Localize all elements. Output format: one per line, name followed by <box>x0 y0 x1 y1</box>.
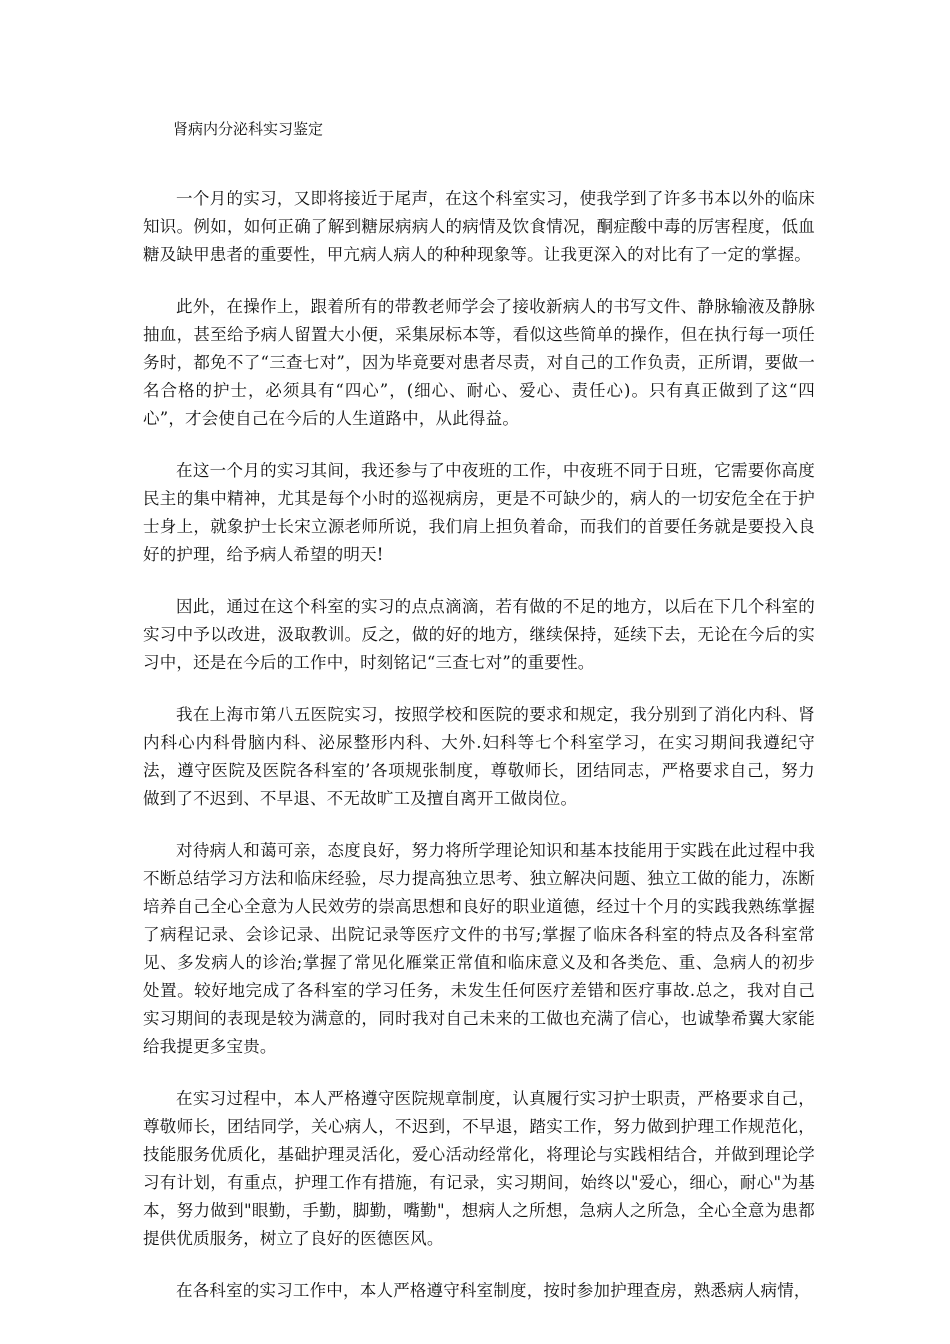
paragraph: 在各科室的实习工作中，本人严格遵守科室制度，按时参加护理查房，熟悉病人病情， <box>176 1281 811 1300</box>
paragraph: 对待病人和蔼可亲，态度良好，努力将所学理论知识和基本技能用于实践在此过程中我不断总结学习方法和临床经验，尽力提高独立思考、独立解决问题、独立工做的能力，冻断培养自己全心全意为人民效劳的崇高思想和良好的职业道德，经过十个月的实践我熟练掌握了病程记录、会诊记录、出院记录等医疗文件的书写;掌握了临床各科室的特点及各科室常见、多发病人的诊治;掌握了常见化雁棠正常值和临床意义及和各类危、重、急病人的初步处置。较好地完成了各科室的学习任务，未发生任何医疗差错和医疗事故.总之，我对自己实习期间的表现是较为满意的，同时我对自己未来的工做也充满了信心，也诚挚希翼大家能给我提更多宝贵。 <box>143 841 815 1056</box>
paragraph: 一个月的实习，又即将接近于尾声，在这个科室实习，使我学到了许多书本以外的临床知识。例如，如何正确了解到糖尿病病人的病情及饮食情况，酮症酸中毒的厉害程度，低血糖及缺甲患者的重要性，甲亢病人病人的种种现象等。让我更深入的对比有了一定的掌握。 <box>143 189 815 264</box>
paragraph: 在这一个月的实习其间，我还参与了中夜班的工作，中夜班不同于日班，它需要你高度民主的集中精神，尤其是每个小时的巡视病房，更是不可缺少的，病人的一切安危全在于护士身上，就象护士长宋立源老师所说，我们肩上担负着命，而我们的首要任务就是要投入良好的护理，给予病人希望的明天! <box>143 461 815 564</box>
paragraph: 此外，在操作上，跟着所有的带教老师学会了接收新病人的书写文件、静脉输液及静脉抽血，甚至给予病人留置大小便，采集尿标本等，看似这些简单的操作，但在执行每一项任务时，都免不了“三查七对”，因为毕竟要对患者尽责，对自己的工作负责，正所谓，要做一名合格的护士，必须具有“四心”，(细心、耐心、爱心、责任心)。只有真正做到了这“四心”，才会使自己在今后的人生道路中，从此得益。 <box>143 297 815 428</box>
document-title: 肾病内分泌科实习鉴定 <box>173 120 324 138</box>
paragraph: 我在上海市第八五医院实习，按照学校和医院的要求和规定，我分别到了消化内科、肾内科心内科骨脑内科、泌尿整形内科、大外.妇科等七个科室学习，在实习期间我遵纪守法，遵守医院及医院各科室的’各项规张制度，尊敬师长，团结同志，严格要求自己，努力做到了不迟到、不早退、不无故旷工及擅自离开工做岗位。 <box>143 705 815 808</box>
paragraph: 在实习过程中，本人严格遵守医院规章制度，认真履行实习护士职责，严格要求自己，尊敬师长，团结同学，关心病人，不迟到，不早退，踏实工作，努力做到护理工作规范化，技能服务优质化，基础护理灵活化，爱心活动经常化，将理论与实践相结合，并做到理论学习有计划，有重点，护理工作有措施，有记录，实习期间，始终以"爱心，细心，耐心"为基本，努力做到"眼勤，手勤，脚勤，嘴勤"，想病人之所想，急病人之所急，全心全意为患都提供优质服务，树立了良好的医德医风。 <box>143 1089 815 1248</box>
paragraph: 因此，通过在这个科室的实习的点点滴滴，若有做的不足的地方，以后在下几个科室的实习中予以改进，汲取教训。反之，做的好的地方，继续保持，延续下去，无论在今后的实习中，还是在今后的工作中，时刻铭记“三查七对”的重要性。 <box>143 597 815 672</box>
document-body <box>143 185 815 1329</box>
